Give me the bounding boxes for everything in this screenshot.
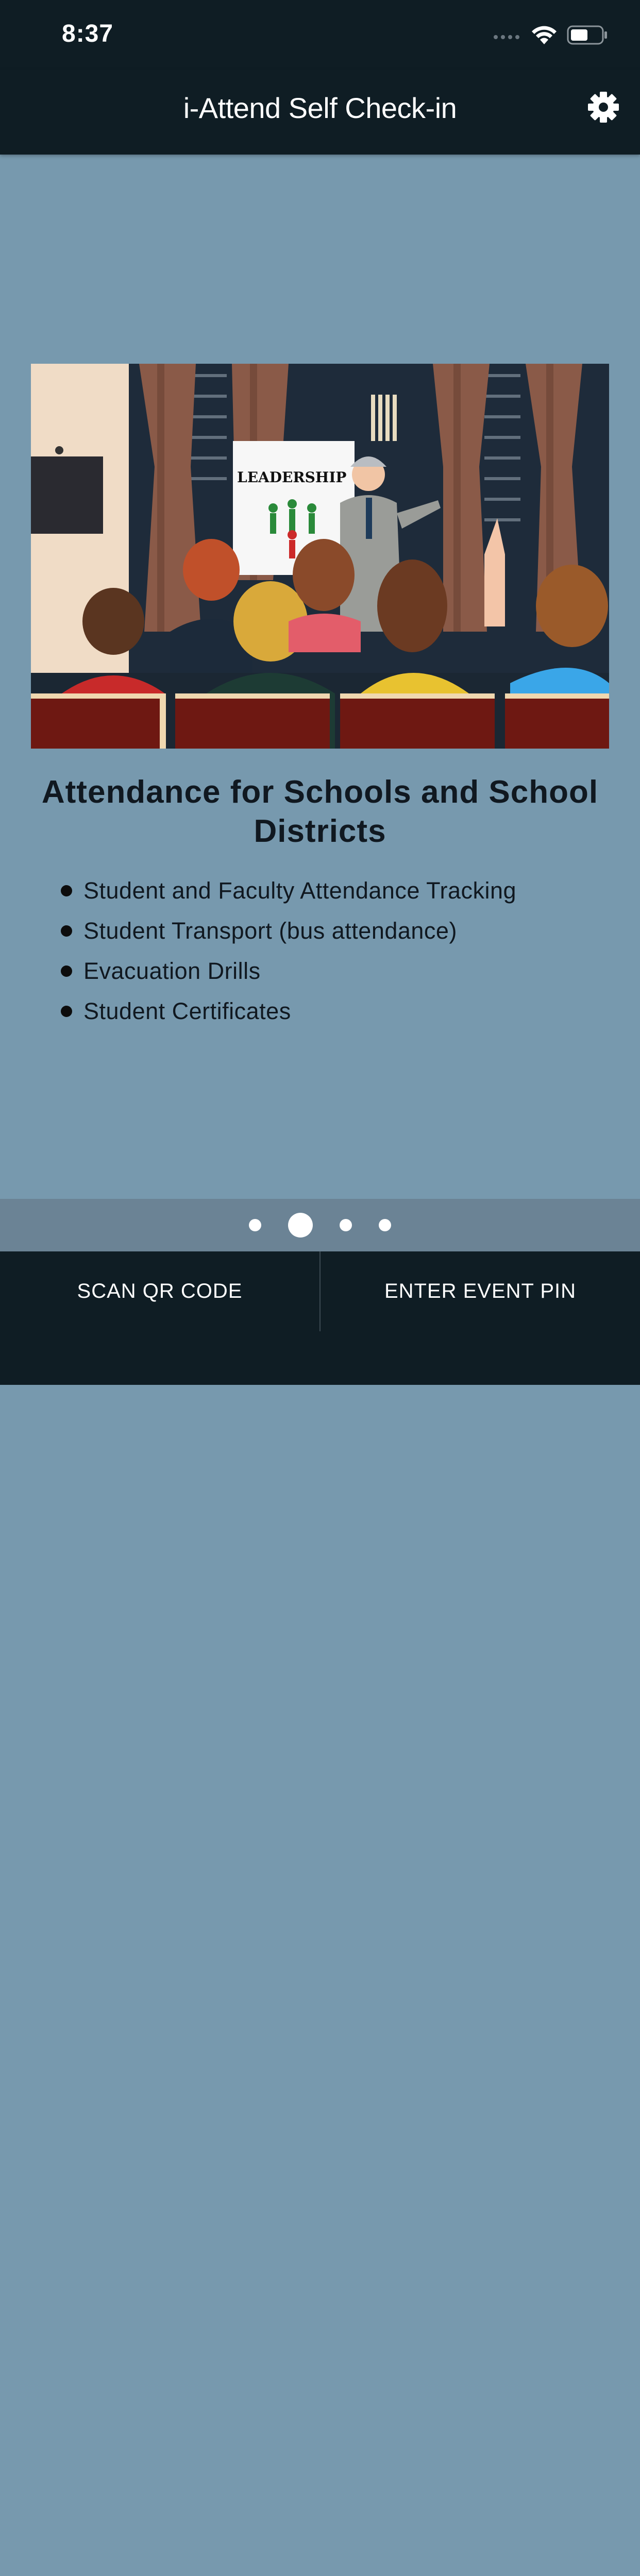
battery-icon	[567, 25, 608, 45]
page-dot-4[interactable]	[379, 1219, 391, 1231]
hero-illustration	[31, 364, 609, 749]
classroom-illustration	[31, 364, 609, 749]
bullet-icon	[61, 885, 72, 896]
feature-text: Student Certificates	[83, 998, 291, 1024]
signal-icon	[493, 30, 521, 40]
feature-text: Evacuation Drills	[83, 958, 261, 984]
list-item	[61, 911, 516, 951]
headline: Attendance for Schools and School Districts	[41, 774, 599, 849]
feature-text: Student and Faculty Attendance Tracking	[83, 877, 517, 904]
page-title: i-Attend Self Check-in	[183, 92, 457, 124]
page-dot-1[interactable]	[249, 1219, 261, 1231]
feature-list	[61, 871, 516, 1031]
bullet-icon	[61, 1006, 72, 1017]
wifi-icon	[531, 25, 558, 45]
bullet-icon	[61, 925, 72, 937]
page-indicator	[0, 1199, 640, 1251]
bullet-icon	[61, 965, 72, 977]
settings-button[interactable]	[585, 89, 621, 125]
scan-qr-code-button[interactable]: SCAN QR CODE	[77, 1280, 243, 1302]
status-icons	[493, 22, 608, 48]
page-dot-3[interactable]	[340, 1219, 352, 1231]
bottom-action-bar	[0, 1251, 640, 1385]
status-bar	[0, 0, 640, 70]
poster-text: LEADERSHIP	[237, 469, 347, 486]
page-dot-2-active[interactable]	[288, 1213, 313, 1238]
list-item	[61, 951, 516, 991]
list-item	[61, 991, 516, 1031]
gear-icon	[587, 91, 620, 124]
list-item	[61, 871, 516, 911]
nav-bar	[0, 70, 640, 155]
feature-text: Student Transport (bus attendance)	[83, 918, 457, 944]
status-time: 8:37	[62, 20, 114, 47]
enter-event-pin-button[interactable]: ENTER EVENT PIN	[384, 1280, 577, 1302]
